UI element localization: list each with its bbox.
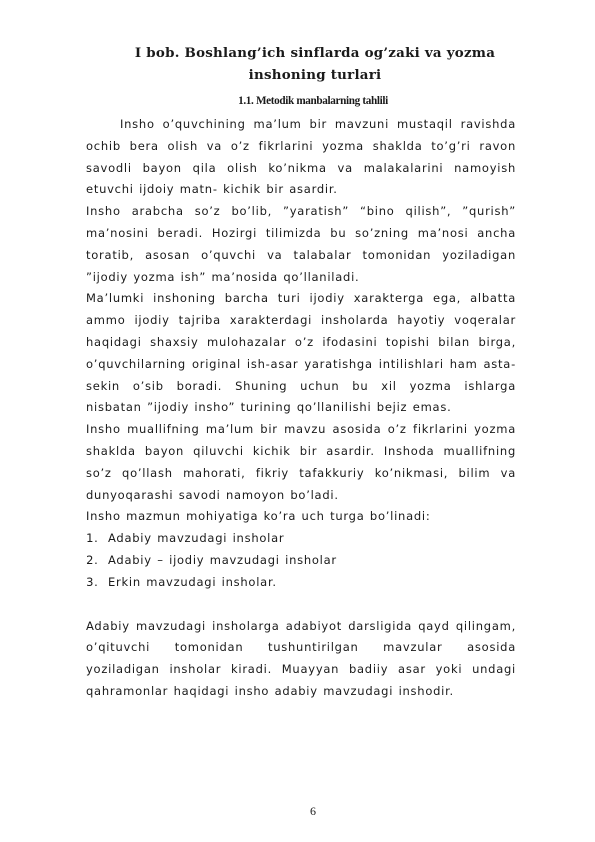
paragraph-creative-nature: Ma’lumki inshoning barcha turi ijodiy xarakterga ega, albatta ammo ijodiy tajriba xarakterdagi insholarda hayotiy voqeralar haqidagi shaxsiy mulohazalar o’z ifodasini topishi bilan birga, o’quvchilarning original ish-asar yaratishga intilishlari ham asta-sekin o’sib boradi. Shuning uchun bu xil yozma ishlarga nisbatan ”ijodiy insho” turining qo’llanilishi bejiz emas. [86,291,516,415]
spacer [86,594,516,616]
section-subtitle: 1.1. Metodik manbalarning tahlili [238,95,388,107]
paragraph-literary-essays: Adabiy mavzudagi insholarga adabiyot darsligida qayd qilingam, o’qituvchi tomonidan tushuntirilgan mavzular asosida yoziladigan insholar kiradi. Muayyan badiiy asar yoki undagi qahramonlar haqidagi insho adabiy mavzudagi inshodir. [86,618,516,698]
list-item: 1. Adabiy mavzudagi insholar [104,528,516,550]
page-number: 6 [310,804,316,818]
paragraph-types-intro: Insho mazmun mohiyatiga ko’ra uch turga bo’linadi: [86,509,431,524]
paragraph-etymology: Insho arabcha so’z bo’lib, ”yaratish” “bino qilish”, ”qurish” ma’nosini beradi. Hozirgi tilimizda bu so’zning ma’nosi ancha toratib, asosan o’quvchi va talabalar tomonidan yoziladigan ”ijodiy yozma ish” ma’nosida qo’llaniladi. [86,204,516,284]
paragraph-definition: Insho o’quvchining ma’lum bir mavzuni mustaqil ravishda ochib bera olish va o’z fikrlarini yozma shaklda to’g’ri ravon savodli bayon qila olish ko’nikma va malakalarini namoyish etuvchi ijdoiy matn- kichik bir asardir. [86,117,516,197]
body-text [86,114,516,703]
chapter-title: I bob. Boshlang’ich sinflarda og’zaki va yozma inshoning turlari [134,45,496,83]
paragraph-author-skill: Insho muallifning ma’lum bir mavzu asosida o’z fikrlarini yozma shaklda bayon qiluvchi kichik bir asardir. Inshoda muallifning so’z qo’llash mahorati, fikriy tafakkuriy ko’nikmasi, bilim va dunyoqarashi savodi namoyon bo’ladi. [86,422,516,502]
essay-types-list [86,528,516,593]
list-item: 2. Adabiy – ijodiy mavzudagi insholar [104,550,516,572]
list-item: 3. Erkin mavzudagi insholar. [104,572,516,594]
